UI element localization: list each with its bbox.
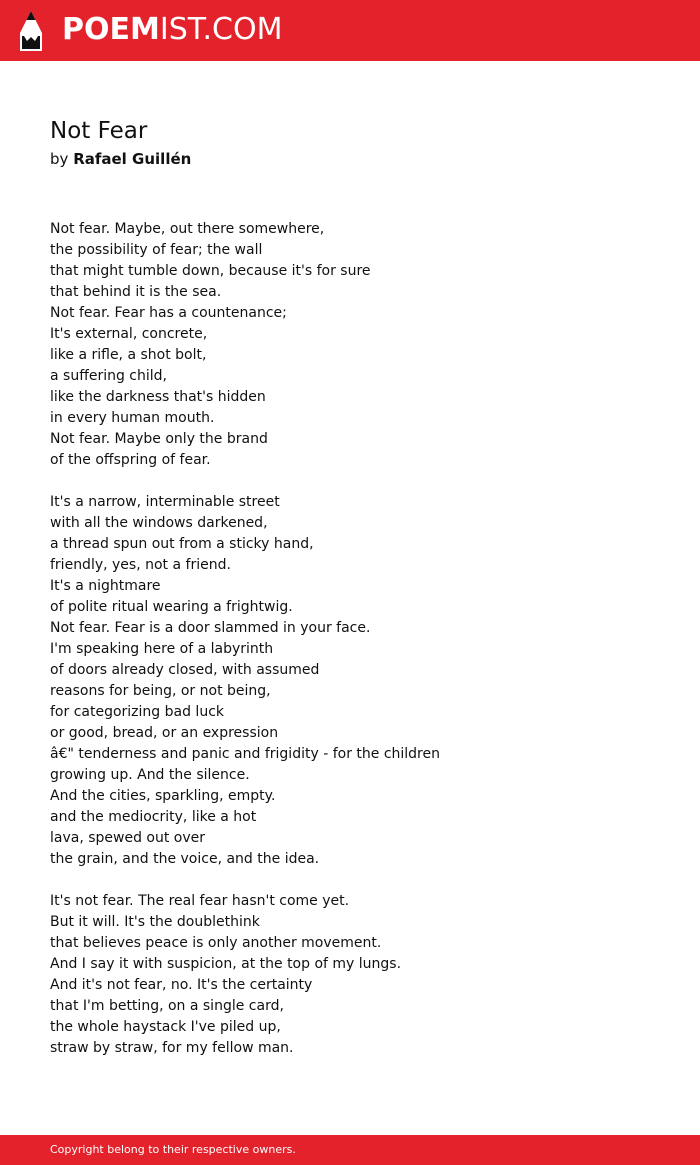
site-logo[interactable]: [62, 12, 282, 48]
poem-line: I'm speaking here of a labyrinth: [50, 641, 274, 657]
poem-line: Not fear. Fear has a countenance;: [50, 305, 287, 321]
poem-line: the possibility of fear; the wall: [50, 242, 263, 258]
poem-line: the grain, and the voice, and the idea.: [50, 851, 320, 867]
poem-line: lava, spewed out over: [50, 830, 206, 846]
poem-body: [50, 219, 670, 1080]
poem-stanza: [50, 219, 670, 471]
site-footer: [0, 1135, 700, 1165]
poem-line: of polite ritual wearing a frightwig.: [50, 599, 293, 615]
poem-line: It's not fear. The real fear hasn't come yet.: [50, 893, 350, 909]
poem-line: that behind it is the sea.: [50, 284, 222, 300]
poem-line: like a rifle, a shot bolt,: [50, 347, 207, 363]
poem-line: a thread spun out from a sticky hand,: [50, 536, 314, 552]
poem-line: Not fear. Maybe only the brand: [50, 431, 268, 447]
poem-line: the whole haystack I've piled up,: [50, 1019, 281, 1035]
poem-title: Not Fear: [50, 118, 148, 144]
author-name: Rafael Guillén: [73, 150, 192, 168]
by-label: by: [50, 150, 69, 168]
byline: [50, 149, 191, 169]
poem-line: and the mediocrity, like a hot: [50, 809, 257, 825]
poem-stanza: [50, 492, 670, 870]
logo-light-part: IST.COM: [159, 12, 283, 47]
poem-line: of doors already closed, with assumed: [50, 662, 320, 678]
poem-line: in every human mouth.: [50, 410, 215, 426]
poem-line: And it's not fear, no. It's the certainty: [50, 977, 313, 993]
poem-line: reasons for being, or not being,: [50, 683, 271, 699]
poem-line: It's a narrow, interminable street: [50, 494, 280, 510]
poem-line: And I say it with suspicion, at the top of my lungs.: [50, 956, 402, 972]
poem-line: â€" tenderness and panic and frigidity - for the children: [50, 746, 440, 762]
poem-line: It's a nightmare: [50, 578, 161, 594]
poem-line: like the darkness that's hidden: [50, 389, 266, 405]
poem-line: with all the windows darkened,: [50, 515, 268, 531]
poem-line: Not fear. Maybe, out there somewhere,: [50, 221, 325, 237]
site-header: [0, 0, 700, 61]
poem-line: And the cities, sparkling, empty.: [50, 788, 276, 804]
poem-line: Not fear. Fear is a door slammed in your face.: [50, 620, 371, 636]
poem-line: growing up. And the silence.: [50, 767, 250, 783]
poem-line: It's external, concrete,: [50, 326, 208, 342]
poem-stanza: [50, 891, 670, 1059]
poem-line: of the offspring of fear.: [50, 452, 211, 468]
poem-line: that I'm betting, on a single card,: [50, 998, 284, 1014]
poem-line: that believes peace is only another movement.: [50, 935, 382, 951]
poem-line: for categorizing bad luck: [50, 704, 224, 720]
poem-line: or good, bread, or an expression: [50, 725, 279, 741]
poem-line: But it will. It's the doublethink: [50, 914, 260, 930]
copyright-text: Copyright belong to their respective owners.: [50, 1143, 296, 1156]
logo-bold-part: POEM: [62, 12, 160, 47]
poem-line: a suffering child,: [50, 368, 167, 384]
pencil-icon[interactable]: [18, 10, 44, 52]
poem-line: straw by straw, for my fellow man.: [50, 1040, 294, 1056]
poem-line: that might tumble down, because it's for sure: [50, 263, 371, 279]
poem-line: friendly, yes, not a friend.: [50, 557, 231, 573]
